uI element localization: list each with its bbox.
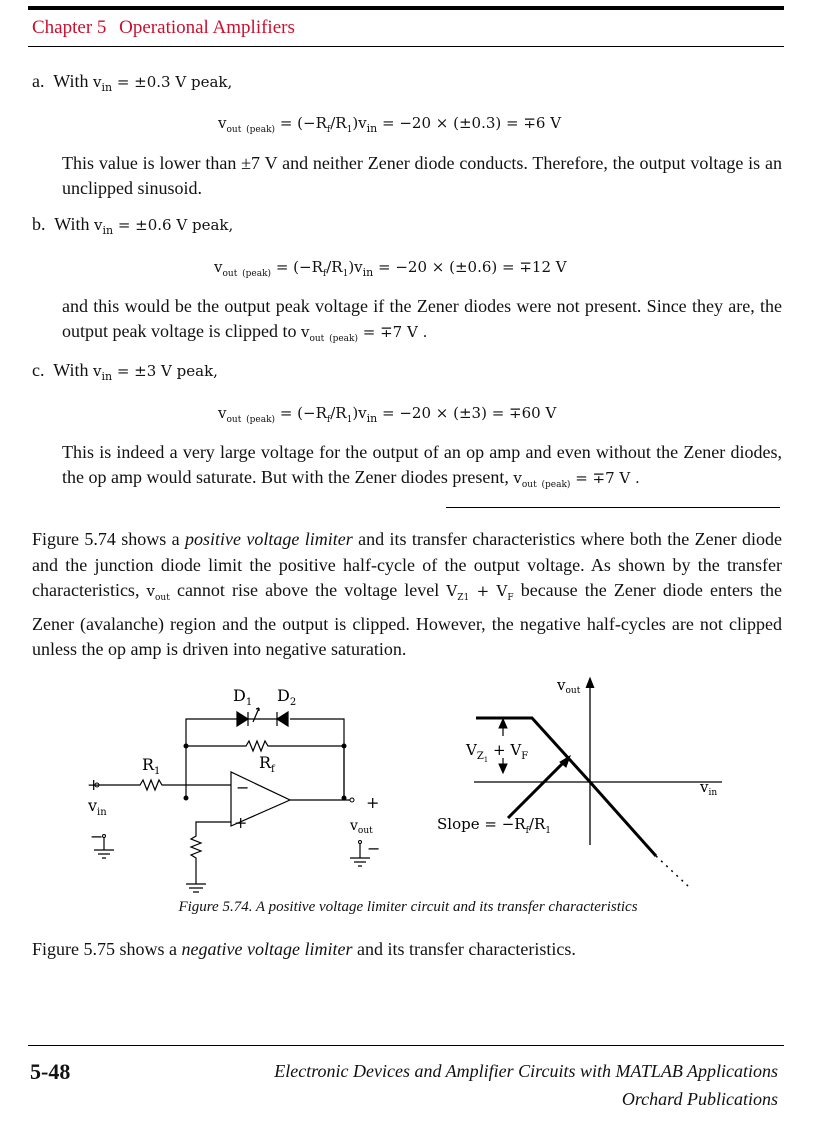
svg-text:−: −	[236, 778, 250, 797]
equation-c: $v_{out}$ $_{(peak)} = (-R_f/R_1)v_{in} = -20 \times (\pm 3) = \mp 60$ V	[218, 404, 557, 425]
zener-diode-d1	[237, 712, 248, 726]
top-rule	[28, 6, 784, 10]
svg-text:+: +	[234, 813, 248, 832]
item-b-text: and this would be the output peak voltage if the Zener diodes were not present. Since they are, the output peak voltage is clipped to $v_{out}$ $_{(peak)}$ = ∓7 V .	[62, 296, 782, 344]
svg-text:D1: $D_1$	[233, 686, 253, 708]
resistor-r1	[97, 780, 231, 790]
svg-text:vin: $v_{in}$	[700, 778, 718, 798]
end-of-example-rule	[446, 507, 780, 508]
header-rule	[28, 46, 784, 47]
svg-text:−: −	[367, 839, 381, 858]
svg-text:+: +	[366, 793, 380, 812]
item-c-text: This is indeed a very large voltage for the output of an op amp and even without the Zener diodes, the op amp would saturate. But with the Zener diodes present, $v_{out}$ $_{(peak)}$ = ∓7 V .	[62, 442, 782, 490]
svg-text:vout: $v_{out}$	[557, 676, 581, 696]
footer-rule	[28, 1045, 784, 1046]
svg-text:vin: $v_{in}$	[88, 796, 107, 818]
body-paragraph-1: Figure 5.74 shows a positive voltage limiter and its transfer characteristics where both the Zener diode and the junction diode limit the positive half-cycle of the output voltage. As shown by the transfer characteristics, $v_{out}$ cannot rise above the voltage level $V_{Z1} + V_F$ because the Zener diode enters the Zener (avalanche) region and the output is clipped. However, the negative half-cycles are not clipped unless the op amp is driven into negative saturation.	[32, 529, 783, 659]
svg-text:R1: $R_1$	[142, 755, 161, 777]
body-paragraph-2: Figure 5.75 shows a negative voltage limiter and its transfer characteristics.	[32, 939, 576, 959]
svg-text:VZ1 + VF: $V_{Z1} + V_F$	[466, 741, 529, 764]
page-number: 5-48	[30, 1059, 71, 1084]
item-a-intro: a. With $v_{in} = \pm 0.3$ V peak,	[32, 71, 233, 94]
figure-caption: Figure 5.74. A positive voltage limiter circuit and its transfer characteristics	[178, 899, 638, 915]
chapter-header	[32, 17, 303, 39]
slope-label: Slope = $-R_f/R_1$	[437, 815, 551, 836]
svg-text:+: +	[87, 775, 101, 794]
svg-text:vout: vout	[350, 818, 373, 836]
publisher: Orchard Publications	[621, 1089, 778, 1109]
equation-a: $v_{out}$ $_{(peak)} = (-R_f/R_1)v_{in} = -20 \times (\pm 0.3) = \mp 6$ V	[218, 114, 562, 135]
chapter-label: Chapter 5	[32, 17, 107, 38]
book-title: Electronic Devices and Amplifier Circuits with MATLAB Applications	[274, 1061, 778, 1081]
equation-b: $v_{out}$ $_{(peak)} = (-R_f/R_1)v_{in} = -20 \times (\pm 0.6) = \mp 12$ V	[214, 258, 567, 279]
svg-text:Rf: $R_f$	[259, 753, 275, 775]
item-b-intro: b. With $v_{in} = \pm 0.6$ V peak,	[32, 214, 234, 237]
item-a-text: This value is lower than ±7 V and neither Zener diode conducts. Therefore, the output voltage is an unclipped sinusoid.	[62, 153, 782, 198]
diode-d2	[277, 712, 288, 726]
figure-5-74	[0, 660, 816, 900]
chapter-title: Operational Amplifiers	[119, 17, 295, 38]
resistor-rf	[186, 741, 344, 751]
item-c-intro: c. With $v_{in} = \pm 3$ V peak,	[32, 360, 218, 383]
svg-text:−: −	[90, 827, 104, 846]
svg-text:D2: $D_2$	[277, 686, 297, 708]
